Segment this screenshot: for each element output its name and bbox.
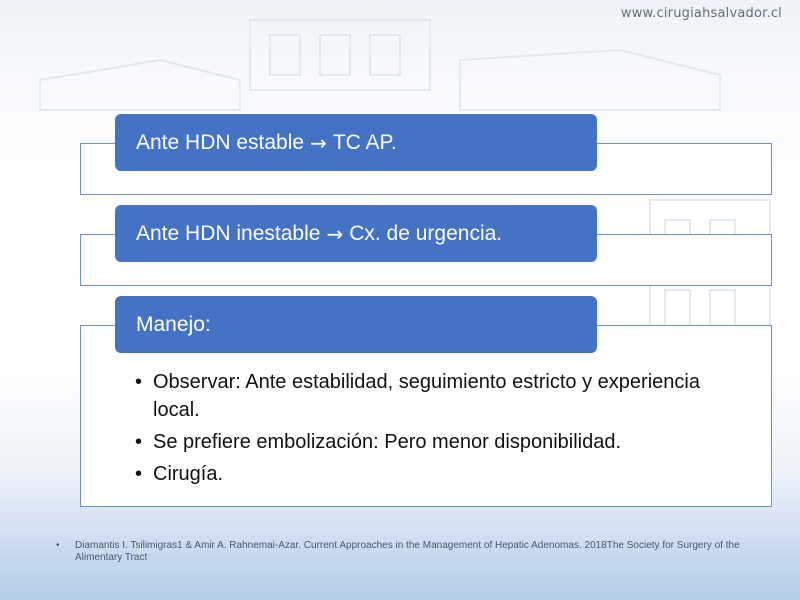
reference-note [56, 540, 756, 564]
bullet-dot: • [135, 371, 143, 393]
item-2-text-after: Cx. de urgencia. [349, 221, 503, 245]
bullet-text: Observar: Ante estabilidad, seguimiento estricto y experiencia local. [153, 371, 700, 421]
list-item [135, 460, 725, 488]
manejo-title: Manejo: [136, 312, 211, 336]
arrow-right-icon: → [310, 130, 327, 155]
bullet-dot: • [135, 431, 143, 453]
reference-bullet: • [56, 540, 60, 551]
site-url: www.cirugiahsalvador.cl [620, 6, 782, 21]
item-1-text-before: Ante HDN estable [136, 130, 305, 154]
list-item [135, 428, 725, 456]
list-item [135, 368, 725, 424]
item-pill-2 [115, 205, 597, 262]
bullet-dot: • [135, 463, 143, 485]
manejo-pill [115, 296, 597, 353]
bullet-text: Se prefiere embolización: Pero menor disponibilidad. [153, 431, 622, 453]
item-1-text-after: TC AP. [332, 130, 397, 154]
manejo-bullet-list [135, 368, 725, 492]
bullet-text: Cirugía. [153, 463, 224, 485]
item-pill-1 [115, 114, 597, 171]
item-2-text-before: Ante HDN inestable [136, 221, 321, 245]
reference-text: Diamantis I. Tsilimigras1 & Amir A. Rahnemai-Azar. Current Approaches in the Management of Hepatic Adenomas. 2018The Society for Surgery of the Alimentary Tract [75, 540, 740, 563]
arrow-right-icon: → [326, 221, 344, 246]
